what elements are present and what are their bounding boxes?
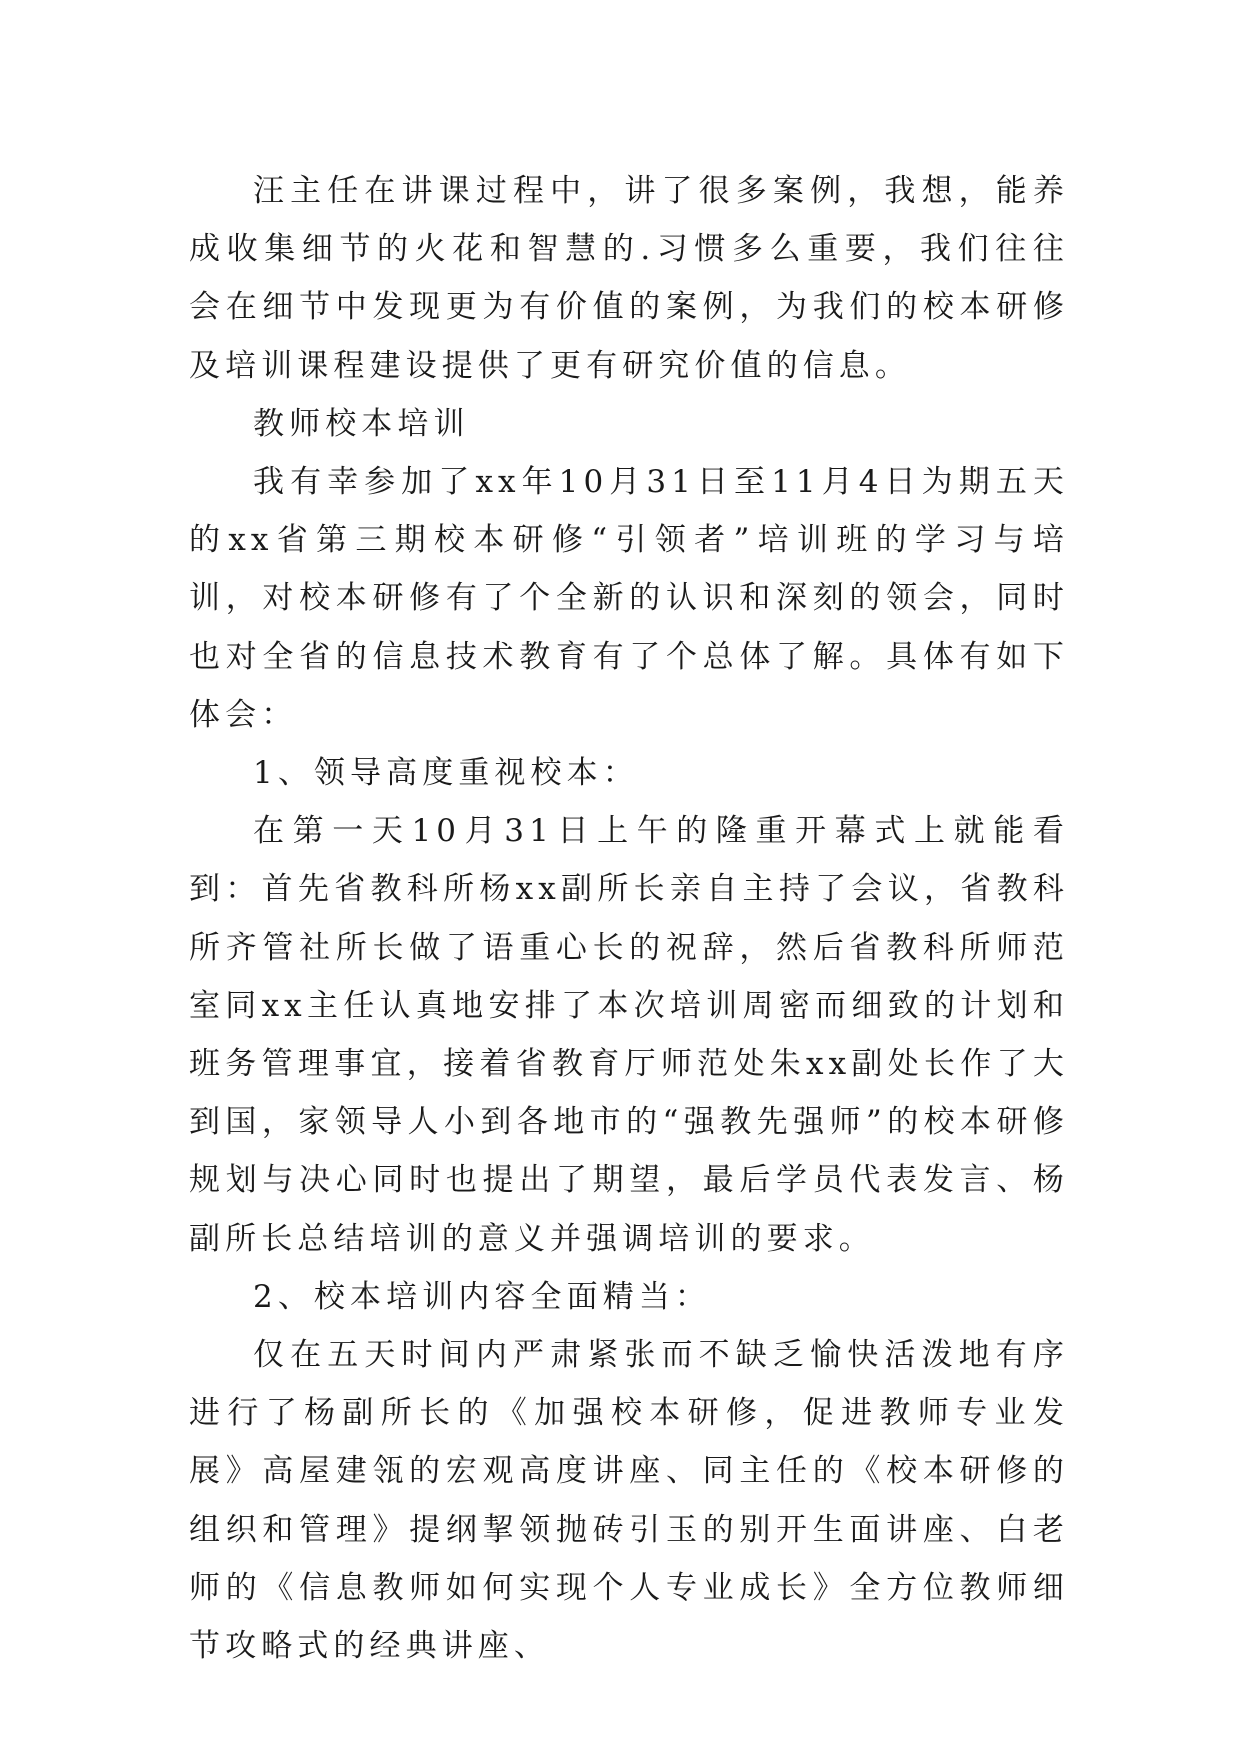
- paragraph-training-intro: 我有幸参加了xx年10月31日至11月4日为期五天的xx省第三期校本研修“引领者”培训班的学习与培训，对校本研修有了个全新的认识和深刻的领会，同时也对全省的信息技术教育有了个总体了解。具体有如下体会：: [189, 464, 1069, 733]
- point-2-heading: 2、校本培训内容全面精当：: [253, 1278, 712, 1315]
- point-1-heading: 1、领导高度重视校本：: [253, 755, 639, 792]
- paragraph-case-studies: 汪主任在讲课过程中，讲了很多案例，我想，能养成收集细节的火花和智慧的.习惯多么重要，我们往往会在细节中发现更为有价值的案例，为我们的校本研修及培训课程建设提供了更有研究价值的信息。: [189, 173, 1069, 384]
- paragraph-opening-ceremony: 在第一天10月31日上午的隆重开幕式上就能看到：首先省教科所杨xx副所长亲自主持了会议，省教科所齐管社所长做了语重心长的祝辞，然后省教科所师范室同xx主任认真地安排了本次培训周密而细致的计划和班务管理事宜，接着省教育厅师范处朱xx副处长作了大到国，家领导人小到各地市的“强教先强师”的校本研修规划与决心同时也提出了期望，最后学员代表发言、杨副所长总结培训的意义并强调培训的要求。: [189, 813, 1069, 1257]
- document-body: [189, 162, 1069, 1675]
- section-heading-teacher-training: 教师校本培训: [253, 405, 470, 442]
- paragraph-training-content: 仅在五天时间内严肃紧张而不缺乏愉快活泼地有序进行了杨副所长的《加强校本研修，促进教师专业发展》高屋建瓴的宏观高度讲座、同主任的《校本研修的组织和管理》提纲挈领抛砖引玉的别开生面讲座、白老师的《信息教师如何实现个人专业成长》全方位教师细节攻略式的经典讲座、: [189, 1337, 1069, 1665]
